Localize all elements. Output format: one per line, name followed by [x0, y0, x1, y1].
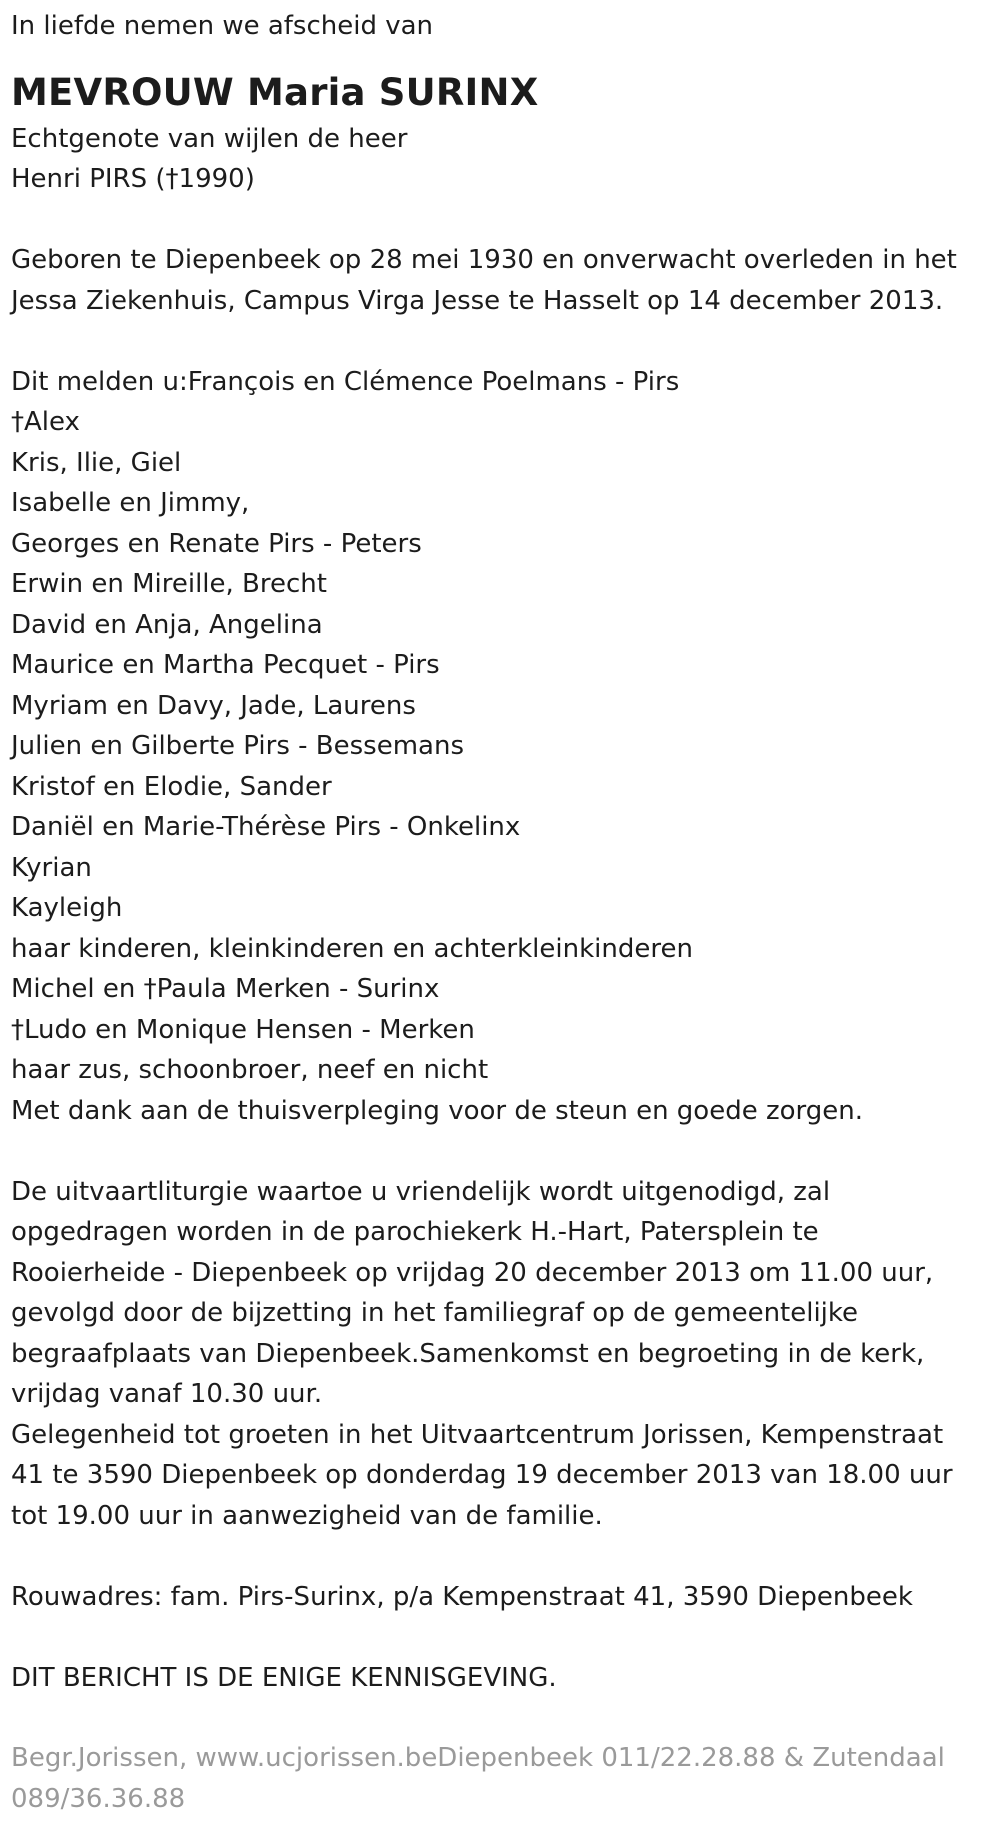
- family-line: haar zus, schoonbroer, neef en nicht: [11, 1055, 489, 1085]
- footer-line-2: 089/36.36.88: [11, 1783, 186, 1814]
- ceremony-line: opgedragen worden in de parochiekerk H.-Hart, Patersplein te: [11, 1217, 819, 1247]
- deceased-name: MEVROUW Maria SURINX: [11, 70, 539, 114]
- family-line: Isabelle en Jimmy,: [11, 488, 250, 518]
- family-line: Myriam en Davy, Jade, Laurens: [11, 690, 416, 721]
- ceremony-line: gevolgd door de bijzetting in het familiegraf op de gemeentelijke: [11, 1298, 859, 1328]
- family-list: [11, 362, 1000, 1132]
- ceremony-line: 41 te 3590 Diepenbeek op donderdag 19 december 2013 van 18.00 uur: [11, 1460, 953, 1490]
- family-line: Kyrian: [11, 852, 92, 883]
- family-line: Erwin en Mireille, Brecht: [11, 569, 327, 599]
- ceremony-line: begraafplaats van Diepenbeek.Samenkomst en begroeting in de kerk,: [11, 1338, 925, 1369]
- funeral-director-footer: [11, 1738, 1000, 1819]
- spouse-line-1: Echtgenote van wijlen de heer: [11, 123, 408, 154]
- ceremony-line: vrijdag vanaf 10.30 uur.: [11, 1379, 323, 1409]
- family-line: Kris, Ilie, Giel: [11, 447, 182, 478]
- birth-line-1: Geboren te Diepenbeek op 28 mei 1930 en onverwacht overleden in het: [11, 245, 957, 275]
- intro-text: In liefde nemen we afscheid van: [11, 11, 434, 41]
- family-line: †Alex: [11, 407, 80, 437]
- family-line: Julien en Gilberte Pirs - Bessemans: [11, 731, 464, 761]
- family-line: Georges en Renate Pirs - Peters: [11, 528, 422, 559]
- family-line: Kristof en Elodie, Sander: [11, 771, 332, 802]
- family-line: Daniël en Marie-Thérèse Pirs - Onkelinx: [11, 812, 521, 842]
- ceremony-line: Gelegenheid tot groeten in het Uitvaartcentrum Jorissen, Kempenstraat: [11, 1419, 944, 1450]
- family-line: Michel en †Paula Merken - Surinx: [11, 974, 440, 1004]
- family-line: haar kinderen, kleinkinderen en achterkleinkinderen: [11, 933, 693, 964]
- family-line: David en Anja, Angelina: [11, 609, 323, 640]
- ceremony-line: tot 19.00 uur in aanwezigheid van de familie.: [11, 1500, 603, 1531]
- ceremony-details: [11, 1172, 1000, 1537]
- birth-line-2: Jessa Ziekenhuis, Campus Virga Jesse te Hasselt op 14 december 2013.: [11, 285, 944, 316]
- spouse-line-2: Henri PIRS (†1990): [11, 164, 255, 194]
- ceremony-line: De uitvaartliturgie waartoe u vriendelijk wordt uitgenodigd, zal: [11, 1176, 831, 1207]
- family-line: Kayleigh: [11, 893, 123, 923]
- family-line: †Ludo en Monique Hensen - Merken: [11, 1014, 475, 1045]
- family-line: Met dank aan de thuisverpleging voor de steun en goede zorgen.: [11, 1095, 864, 1126]
- obituary-page: [0, 6, 1000, 1830]
- family-line: Maurice en Martha Pecquet - Pirs: [11, 650, 440, 680]
- footer-line-1: Begr.Jorissen, www.ucjorissen.beDiepenbeek 011/22.28.88 & Zutendaal: [11, 1743, 945, 1773]
- mourning-address: Rouwadres: fam. Pirs-Surinx, p/a Kempenstraat 41, 3590 Diepenbeek: [11, 1581, 913, 1612]
- notice-text: DIT BERICHT IS DE ENIGE KENNISGEVING.: [11, 1662, 557, 1693]
- family-line: Dit melden u:François en Clémence Poelmans - Pirs: [11, 366, 680, 397]
- ceremony-line: Rooierheide - Diepenbeek op vrijdag 20 december 2013 om 11.00 uur,: [11, 1257, 934, 1288]
